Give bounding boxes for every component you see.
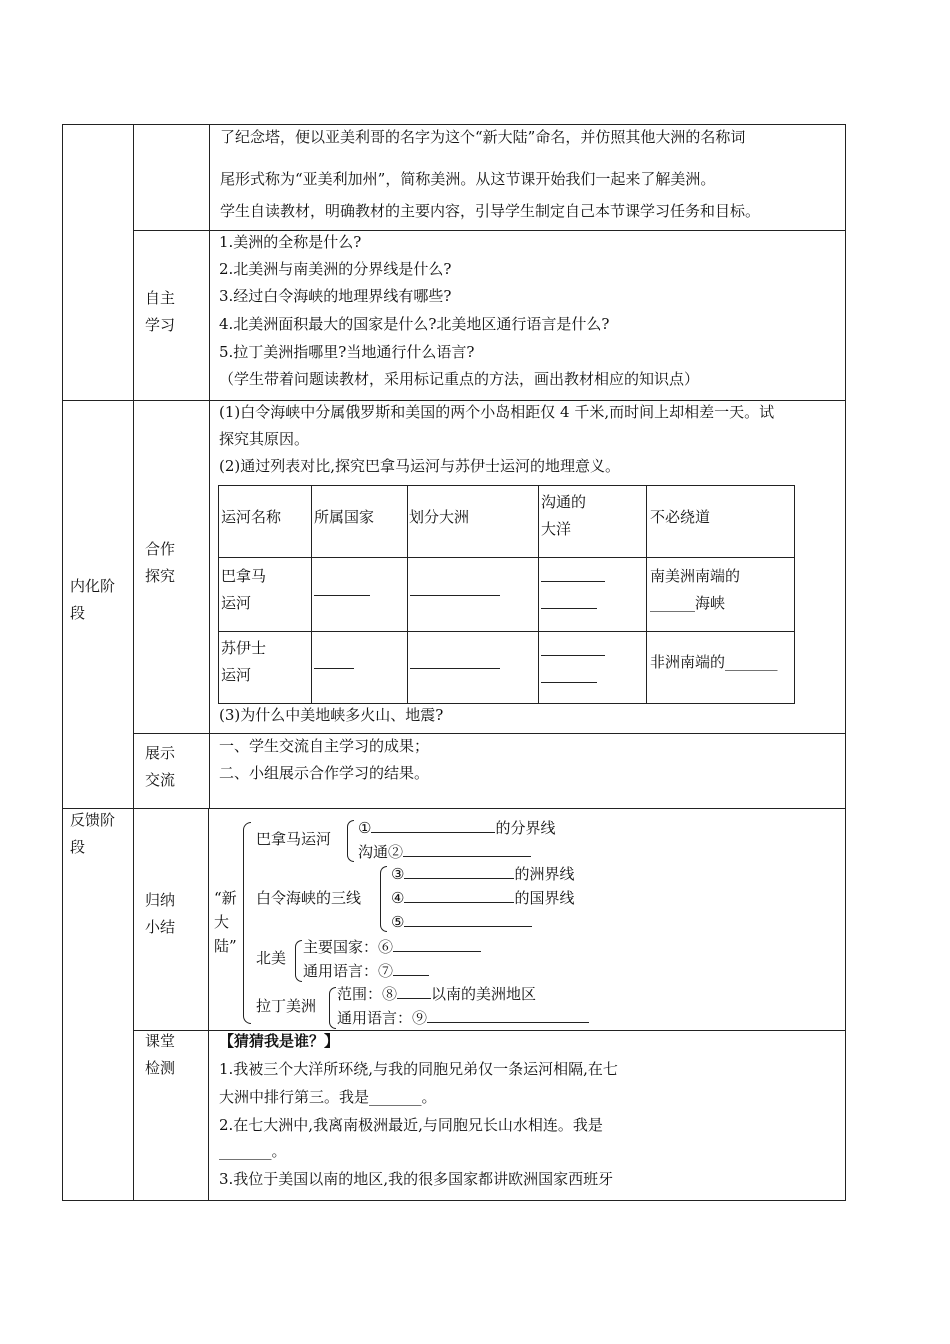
col2-divider-top (209, 124, 210, 808)
row-divider-zhanshi (133, 733, 845, 734)
ketang-label-2: 检测 (145, 1059, 176, 1077)
intro-line-2: 尾形式称为“亚美利加州”，简称美洲。从这节课开始我们一起来了解美洲。 (220, 170, 716, 188)
ketang-title: 【猜猜我是谁？】 (219, 1032, 340, 1050)
intro-line-1: 了纪念塔，便以亚美利哥的名字为这个“新大陆”命名，并仿照其他大洲的名称词 (220, 128, 746, 146)
canal-header-continent: 划分大洲 (409, 508, 470, 526)
canal-table-col4 (646, 485, 647, 704)
zizhu-question-2: 2.北美洲与南美洲的分界线是什么? (219, 260, 452, 278)
zhanshi-label-1: 展示 (145, 744, 176, 762)
summary-latin-8 (337, 983, 536, 1005)
ketang-line-5: 3.我位于美国以南的地区,我的很多国家都讲欧洲国家西班牙 (219, 1170, 614, 1188)
table-right-border (845, 124, 846, 1201)
summary-bering-4-suffix: 的国界线 (514, 889, 575, 907)
hezuo-question-1a: (1)白令海峡中分属俄罗斯和美国的两个小岛相距仅 4 千米,而时间上却相差一天。试 (219, 403, 775, 421)
hezuo-question-2: (2)通过列表对比,探究巴拿马运河与苏伊士运河的地理意义。 (219, 457, 621, 475)
canal-row2-name-a: 苏伊士 (221, 639, 267, 657)
summary-north-7-label: 通用语言：⑦ (303, 962, 394, 980)
fankui-label-1: 反馈阶 (70, 811, 116, 829)
canal-table-row2 (218, 631, 795, 632)
canal-header-ocean-b: 大洋 (541, 520, 572, 538)
summary-blank-3[interactable] (404, 864, 514, 879)
summary-blank-6[interactable] (393, 937, 481, 952)
zizhu-question-4: 4.北美洲面积最大的国家是什么?北美地区通行语言是什么? (219, 315, 610, 333)
summary-root-brace (243, 822, 251, 1024)
summary-bering-5 (391, 911, 532, 933)
summary-latin-9 (337, 1007, 589, 1029)
canal-row2-detour: 非洲南端的_______ (650, 653, 778, 671)
canal-table-top (218, 485, 795, 486)
hezuo-question-1b: 探究其原因。 (219, 430, 310, 448)
canal-row1-ocean-blank-2[interactable] (541, 608, 597, 609)
ketang-line-2: 大洲中排行第三。我是_______。 (219, 1088, 437, 1106)
ketang-label-1: 课堂 (145, 1032, 176, 1050)
table-bottom-border (62, 1200, 846, 1201)
summary-blank-8[interactable] (397, 984, 431, 999)
guina-label-2: 小结 (145, 918, 176, 936)
summary-bering-5-num: ⑤ (391, 913, 405, 931)
col1-divider (133, 124, 134, 1201)
zizhu-label-2: 学习 (145, 316, 176, 334)
summary-blank-9[interactable] (427, 1008, 589, 1023)
fankui-label-2: 段 (70, 838, 86, 856)
summary-north: 北美 (256, 949, 287, 967)
zhanshi-item-2: 二、小组展示合作学习的结果。 (219, 764, 430, 782)
summary-blank-2[interactable] (403, 842, 531, 857)
canal-header-detour: 不必绕道 (650, 508, 711, 526)
summary-latin-9-label: 通用语言：⑨ (337, 1009, 428, 1027)
summary-latin: 拉丁美洲 (256, 997, 317, 1015)
summary-north-6-label: 主要国家：⑥ (303, 938, 394, 956)
neihua-label-1: 内化阶 (70, 577, 116, 595)
zizhu-question-3: 3.经过白令海峡的地理界线有哪些? (219, 287, 452, 305)
canal-row2-ocean-blank-1[interactable] (541, 655, 605, 656)
summary-north-brace (295, 940, 302, 982)
hezuo-question-3: (3)为什么中美地峡多火山、地震? (219, 706, 444, 724)
canal-row1-continent-blank[interactable] (410, 595, 500, 596)
table-left-border (62, 124, 63, 1201)
canal-row2-continent-blank[interactable] (410, 668, 500, 669)
neihua-label-2: 段 (70, 604, 86, 622)
summary-panama-1-suffix: 的分界线 (495, 819, 556, 837)
summary-bering-brace (380, 866, 387, 932)
table-top-border (62, 124, 846, 125)
canal-table-col5 (794, 485, 795, 704)
canal-row1-name-a: 巴拿马 (221, 567, 267, 585)
canal-header-ocean-a: 沟通的 (541, 493, 587, 511)
canal-table-col2 (407, 485, 408, 704)
canal-row1-detour-b: ______海峡 (650, 594, 726, 612)
ketang-line-1: 1.我被三个大洋所环绕,与我的同胞兄弟仅一条运河相隔,在七 (219, 1060, 618, 1078)
canal-row1-name-b: 运河 (221, 594, 252, 612)
canal-table-col0 (218, 485, 219, 704)
row-divider-fankui (62, 808, 845, 809)
ketang-line-4: _______。 (219, 1142, 287, 1160)
summary-latin-8-label: 范围：⑧ (337, 985, 398, 1003)
summary-north-7 (303, 960, 429, 982)
intro-line-3: 学生自读教材，明确教材的主要内容，引导学生制定自己本节课学习任务和目标。 (220, 202, 761, 220)
col2-divider-bottom (208, 808, 209, 1200)
summary-bering-4-num: ④ (391, 889, 405, 907)
summary-blank-7[interactable] (393, 961, 429, 976)
zizhu-question-5: 5.拉丁美洲指哪里?当地通行什么语言? (219, 343, 475, 361)
summary-panama-2 (358, 841, 531, 863)
canal-table-row1 (218, 557, 795, 558)
summary-blank-5[interactable] (404, 912, 532, 927)
summary-blank-1[interactable] (371, 818, 495, 833)
zhanshi-label-2: 交流 (145, 771, 176, 789)
summary-root-3: 陆” (214, 937, 237, 955)
summary-root-1: “新 (214, 889, 237, 907)
hezuo-label-1: 合作 (145, 540, 176, 558)
canal-header-name: 运河名称 (221, 508, 282, 526)
canal-header-country: 所属国家 (314, 508, 375, 526)
ketang-line-3: 2.在七大洲中,我离南极洲最近,与同胞兄长山水相连。我是 (219, 1116, 603, 1134)
summary-panama-1 (358, 817, 555, 839)
summary-root-2: 大 (214, 913, 230, 931)
zizhu-note: （学生带着问题读教材，采用标记重点的方法，画出教材相应的知识点） (219, 370, 700, 388)
canal-row2-country-blank[interactable] (314, 668, 354, 669)
guina-label-1: 归纳 (145, 891, 176, 909)
zizhu-question-1: 1.美洲的全称是什么? (219, 233, 362, 251)
hezuo-label-2: 探究 (145, 567, 176, 585)
canal-table-col3 (538, 485, 539, 704)
summary-panama-brace (347, 820, 354, 862)
summary-panama: 巴拿马运河 (256, 830, 332, 848)
summary-blank-4[interactable] (404, 888, 514, 903)
summary-bering-4 (391, 887, 574, 909)
canal-row1-country-blank[interactable] (314, 595, 370, 596)
summary-north-6 (303, 936, 481, 958)
summary-bering: 白令海峡的三线 (256, 889, 362, 907)
canal-row2-ocean-blank-2[interactable] (541, 682, 597, 683)
summary-latin-8-suffix: 以南的美洲地区 (431, 985, 537, 1003)
summary-bering-3-num: ③ (391, 865, 405, 883)
summary-panama-2-label: 沟通② (358, 843, 404, 861)
zizhu-label-1: 自主 (145, 289, 176, 307)
summary-panama-1-num: ① (358, 819, 372, 837)
canal-table-col1 (311, 485, 312, 704)
summary-latin-brace (329, 987, 336, 1029)
canal-row2-name-b: 运河 (221, 666, 252, 684)
summary-bering-3-suffix: 的洲界线 (514, 865, 575, 883)
summary-bering-3 (391, 863, 574, 885)
canal-row1-ocean-blank-1[interactable] (541, 581, 605, 582)
zhanshi-item-1: 一、学生交流自主学习的成果； (219, 737, 430, 755)
canal-row1-detour-a: 南美洲南端的 (650, 567, 741, 585)
